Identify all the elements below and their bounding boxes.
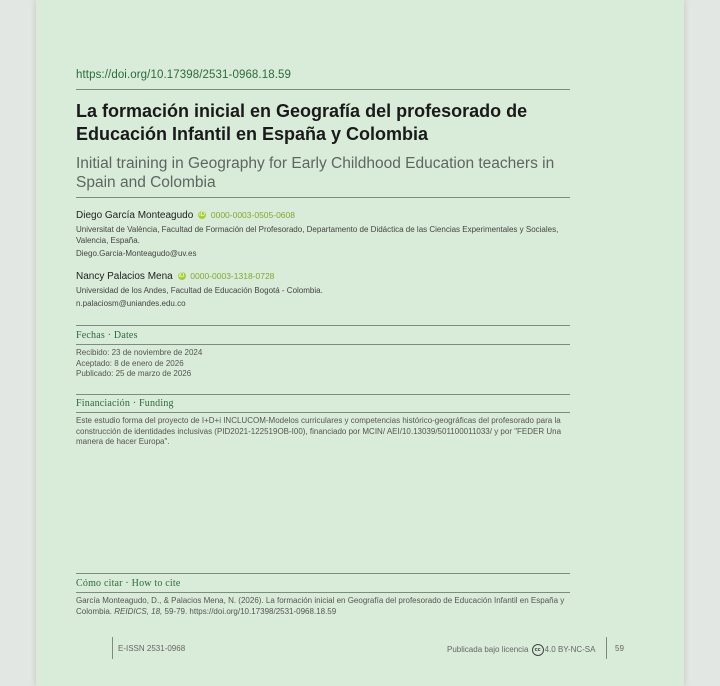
page-number: 59 [615,644,624,653]
title-rule-top [76,89,570,90]
funding-text: Este estudio forma del proyecto de I+D+i INCLUCOM-Modelos curriculares y competencias histórico-geográficas del profesorado para la construcción de identidades inclusivas (PID2021-122519OB-I00), financiado por MCIN/ AEI/10.13039/501100011033/ y por "FEDER Una manera de hacer Europa". [76,416,562,446]
license-notice [447,644,595,656]
citation-rule-bottom [76,592,570,593]
date-received: Recibido: 23 de noviembre de 2024 [76,348,203,357]
citation-heading: Cómo citar · How to cite [76,578,181,589]
dates-heading: Fechas · Dates [76,330,138,341]
dates-rule-top [76,325,570,326]
author-block-2 [76,271,570,308]
author-name: Nancy Palacios Mena [76,271,173,282]
footer-left-divider [112,637,113,659]
citation-pages-doi[interactable]: 59-79. https://doi.org/10.17398/2531-0968.18.59 [164,606,337,616]
title-rule-bottom [76,197,570,198]
author-name: Diego García Monteagudo [76,210,194,221]
citation-text [76,596,570,617]
cc-icon: cc [532,644,544,656]
orcid-icon: iD [178,273,185,280]
dates-list [76,348,570,380]
orcid-link[interactable]: 0000-0003-0505-0608 [210,210,295,220]
funding-rule-bottom [76,412,570,413]
doi-link[interactable]: https://doi.org/10.17398/2531-0968.18.59 [76,69,292,81]
dates-rule-bottom [76,344,570,345]
citation-rule-top [76,573,570,574]
author-email[interactable]: n.palaciosm@uniandes.edu.co [76,299,186,308]
citation-authors-title: García Monteagudo, D., & Palacios Mena, N. (2026). La formación inicial en Geografía del profesorado de Educación Infantil en España y Colombia. [76,596,565,616]
funding-rule-top [76,394,570,395]
issn: E-ISSN 2531-0968 [118,644,186,653]
footer-right-divider [606,637,607,659]
author-email[interactable]: Diego.Garcia-Monteagudo@uv.es [76,249,197,258]
license-prefix: Publicada bajo licencia [447,645,529,655]
date-accepted: Aceptado: 8 de enero de 2026 [76,358,184,368]
license-name[interactable]: 4.0 BY-NC-SA [544,645,596,655]
citation-journal: REIDICS, 18, [114,606,163,616]
orcid-icon: iD [199,212,205,219]
title-spanish: La formación inicial en Geografía del profesorado de Educación Infantil en España y Colombia [76,101,528,144]
title-english: Initial training in Geography for Early Childhood Education teachers in Spain and Colombia [76,155,555,191]
orcid-link[interactable]: 0000-0003-1318-0728 [190,271,275,281]
funding-heading: Financiación · Funding [76,398,174,409]
author-affiliation: Universidad de los Andes, Facultad de Educación Bogotá - Colombia. [76,286,323,295]
author-affiliation: Universitat de València, Facultad de Formación del Profesorado, Departamento de Didáctica de las Ciencias Experimentales y Sociales, Valencia, España. [76,225,559,245]
author-block-1 [76,210,570,258]
date-published: Publicado: 25 de marzo de 2026 [76,369,192,378]
